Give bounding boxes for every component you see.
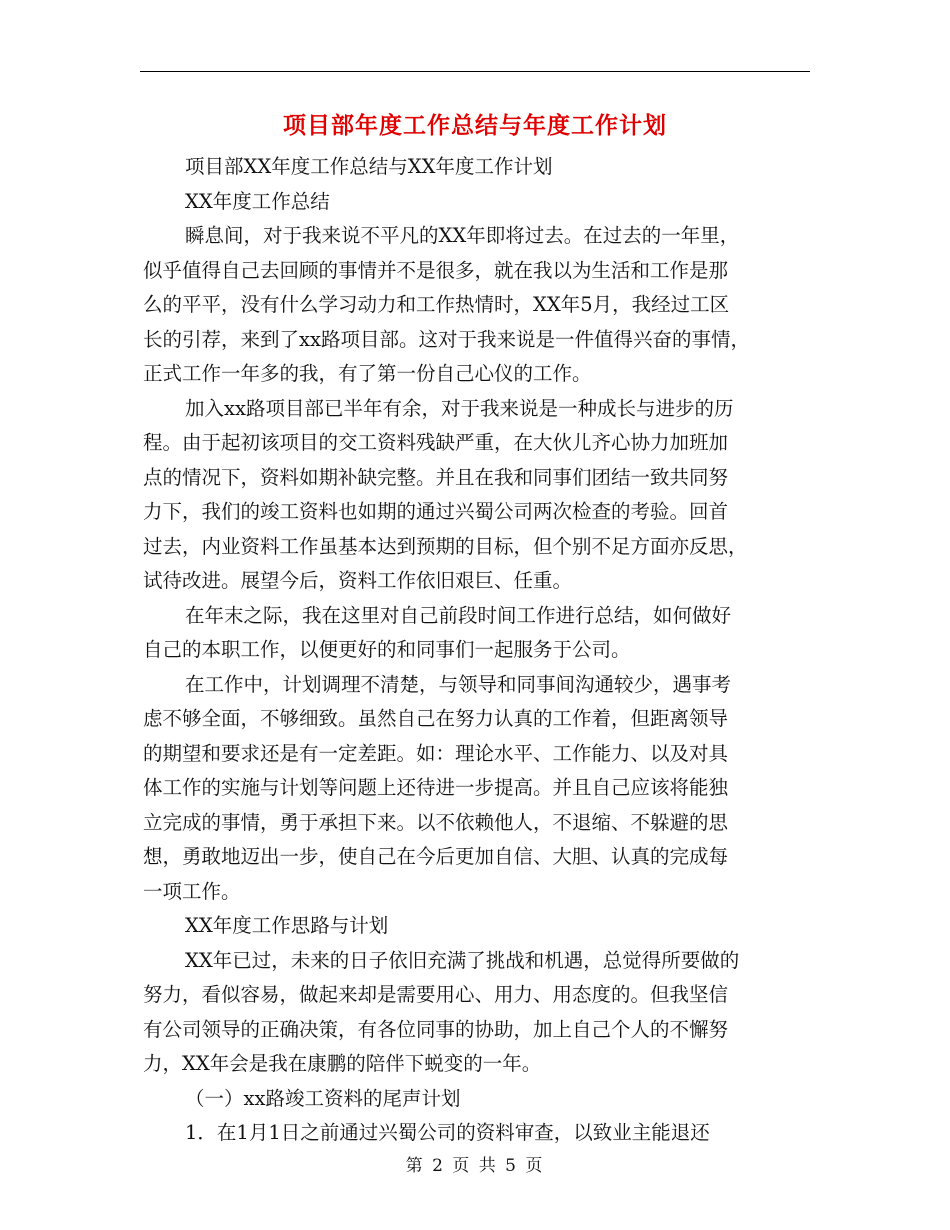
text-line: 1．在1月1日之前通过兴蜀公司的资料审查，以致业主能退还	[185, 1121, 710, 1144]
text-line: 的期望和要求还是有一定差距。如：理论水平、工作能力、以及对具	[143, 741, 729, 765]
text-line: 正式工作一年多的我，有了第一份自己心仪的工作。	[143, 362, 592, 385]
document-title: 项目部年度工作总结与年度工作计划	[283, 113, 667, 139]
text-line: XX年已过，未来的日子依旧充满了挑战和机遇，总觉得所要做的	[185, 948, 740, 972]
text-line: 体工作的实施与计划等问题上还待进一步提高。并且自己应该将能独	[143, 776, 729, 799]
text-line: 项目部XX年度工作总结与XX年度工作计划	[185, 155, 553, 178]
page-number: 第 2 页 共 5 页	[405, 1156, 545, 1176]
text-line: 似乎值得自己去回顾的事情并不是很多，就在我以为生活和工作是那	[143, 258, 729, 282]
text-line: 过去，内业资料工作虽基本达到预期的目标，但个别不足方面亦反思，	[143, 534, 748, 558]
text-line: XX年度工作思路与计划	[185, 914, 389, 937]
text-line: 努力，看似容易，做起来却是需要用心、用力、用态度的。但我坚信	[143, 983, 729, 1006]
text-line: 试待改进。展望今后，资料工作依旧艰巨、任重。	[143, 569, 573, 592]
text-line: 加入xx路项目部已半年有余，对于我来说是一种成长与进步的历	[185, 396, 734, 420]
text-line: 在年末之际，我在这里对自己前段时间工作进行总结，如何做好	[185, 603, 732, 627]
text-line: 瞬息间，对于我来说不平凡的XX年即将过去。在过去的一年里，	[185, 224, 740, 247]
text-line: 想，勇敢地迈出一步，使自己在今后更加自信、大胆、认真的完成每	[143, 845, 729, 868]
text-line: 在工作中，计划调理不清楚，与领导和同事间沟通较少，遇事考	[185, 672, 732, 696]
text-line: 长的引荐，来到了xx路项目部。这对于我来说是一件值得兴奋的事情，	[143, 327, 750, 351]
document-body	[143, 150, 813, 1151]
header-rule	[140, 71, 810, 72]
text-line: 点的情况下，资料如期补缺完整。并且在我和同事们团结一致共同努	[143, 465, 729, 489]
text-line: （一）xx路竣工资料的尾声计划	[185, 1086, 461, 1110]
text-line: 一项工作。	[143, 879, 241, 903]
text-line: XX年度工作总结	[185, 189, 330, 213]
text-line: 么的平平，没有什么学习动力和工作热情时，XX年5月，我经过工区	[143, 293, 730, 316]
text-line: 力下，我们的竣工资料也如期的通过兴蜀公司两次检查的考验。回首	[143, 500, 729, 523]
text-line: 自己的本职工作，以便更好的和同事们一起服务于公司。	[143, 638, 631, 661]
text-line: 力，XX年会是我在康鹏的陪伴下蜕变的一年。	[143, 1052, 542, 1075]
text-line: 立完成的事情，勇于承担下来。以不依赖他人，不退缩、不躲避的思	[143, 810, 729, 834]
text-line: 虑不够全面，不够细致。虽然自己在努力认真的工作着，但距离领导	[143, 707, 729, 730]
text-line: 程。由于起初该项目的交工资料残缺严重，在大伙儿齐心协力加班加	[143, 431, 729, 454]
text-line: 有公司领导的正确决策，有各位同事的协助，加上自己个人的不懈努	[143, 1017, 729, 1041]
